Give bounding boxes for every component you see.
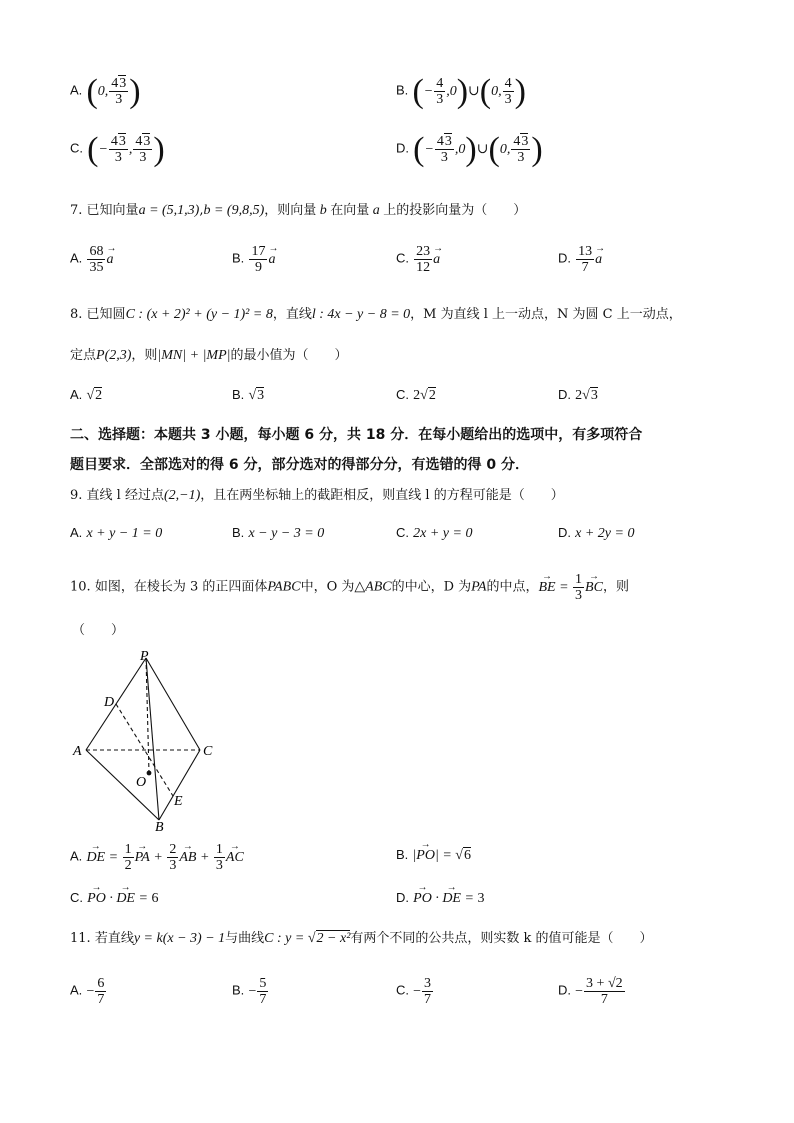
q9-option-a[interactable]: A. x + y − 1 = 0 (70, 525, 163, 541)
q10-option-b[interactable]: B. |→ PO| = √6 (396, 846, 471, 865)
edge-cb (159, 750, 200, 820)
q6-option-b[interactable]: B. (− $\frac{4}{3}$ ,0)∪(0, $\frac{4}{3}$ ) (396, 72, 526, 110)
tetrahedron-figure (70, 648, 220, 833)
q10-option-a[interactable]: A. → DE = $\frac{1}{2}$ → PA + $\frac{2}{3}$ → AB + $\frac{1}{3}$ → AC (70, 842, 244, 873)
label-a: A (73, 744, 82, 759)
section-heading-line2: 题目要求．全部选对的得 6 分，部分选对的得部分分，有选错的得 0 分． (70, 457, 529, 473)
q10-paren: （ ） (72, 623, 125, 638)
q7-option-d[interactable]: D. $\frac{13}{7}$ → a (558, 244, 602, 275)
q7-option-c[interactable]: C. $\frac{23}{12}$ → a (396, 244, 440, 275)
edge-ab (86, 750, 159, 820)
label-d: D (104, 695, 115, 710)
q9-option-d[interactable]: D. x + 2y = 0 (558, 525, 635, 541)
q11-option-b[interactable]: B. − $\frac{5}{7}$ (232, 976, 267, 1007)
label-c: C (203, 744, 213, 759)
q9-option-b[interactable]: B. x − y − 3 = 0 (232, 525, 325, 541)
label-b: B (155, 820, 164, 833)
q10-stem: 10. 如图，在棱长为 3 的正四面体PABC中，O 为△ABC的中心，D 为PA的中点，→ BE = $\frac{1}{3}$ → BC，则 (70, 572, 629, 603)
q6-option-d[interactable]: D. (− $\frac{43}{3}$ ,0)∪(0, $\frac{43}{3}$ ) (396, 130, 543, 168)
q8-stem-line2: 定点P(2,3)，则|MN| + |MP|的最小值为（ ） (70, 348, 348, 363)
q11-option-a[interactable]: A. − $\frac{6}{7}$ (70, 976, 105, 1007)
label-o: O (136, 775, 147, 790)
q11-option-d[interactable]: D. − $\frac{3 + √2}{7}$ (558, 976, 623, 1007)
edge-pb (146, 658, 159, 820)
q6-option-c[interactable]: C. (− $\frac{43}{3}$ , $\frac{43}{3}$ ) (70, 130, 165, 168)
section-heading-line1: 二、选择题：本题共 3 小题，每小题 6 分，共 18 分．在每小题给出的选项中，有多项符合 (70, 427, 643, 443)
q9-stem: 9. 直线 l 经过点(2,−1)，且在两坐标轴上的截距相反，则直线 l 的方程可能是（ ） (70, 488, 564, 503)
q7-option-b[interactable]: B. $\frac{17}{9}$ → a (232, 244, 275, 275)
label-e: E (174, 794, 183, 809)
q8-option-a[interactable]: A. √2 (70, 387, 103, 403)
q11-option-c[interactable]: C. − $\frac{3}{7}$ (396, 976, 432, 1007)
q11-stem: 11. 若直线y = k(x − 3) − 1与曲线C : y = √2 − x²有两个不同的公共点，则实数 k 的值可能是（ ） (70, 931, 653, 946)
label-p: P (140, 649, 149, 664)
q8-option-b[interactable]: B. √3 (232, 387, 265, 403)
point-o (147, 771, 152, 776)
q8-option-d[interactable]: D. 2√3 (558, 387, 598, 403)
edge-pc (146, 658, 200, 750)
q6-option-a[interactable]: A. (0, $\frac{43}{3}$ ) (70, 72, 141, 110)
q9-option-c[interactable]: C. 2x + y = 0 (396, 525, 473, 541)
q7-option-a[interactable]: A. $\frac{68}{35}$ → a (70, 244, 113, 275)
q7-stem: 7. 已知向量a = (5,1,3),b = (9,8,5)，则向量 b 在向量 a 上的投影向量为（ ） (70, 203, 527, 218)
q10-option-c[interactable]: C. → PO · → DE = 6 (70, 889, 158, 908)
q10-option-d[interactable]: D. → PO · → DE = 3 (396, 889, 484, 908)
q8-stem-line1: 8. 已知圆C : (x + 2)² + (y − 1)² = 8，直线l : 4x − y − 8 = 0，M 为直线 l 上一动点，N 为圆 C 上一动点， (70, 307, 682, 322)
q8-option-c[interactable]: C. 2√2 (396, 387, 436, 403)
